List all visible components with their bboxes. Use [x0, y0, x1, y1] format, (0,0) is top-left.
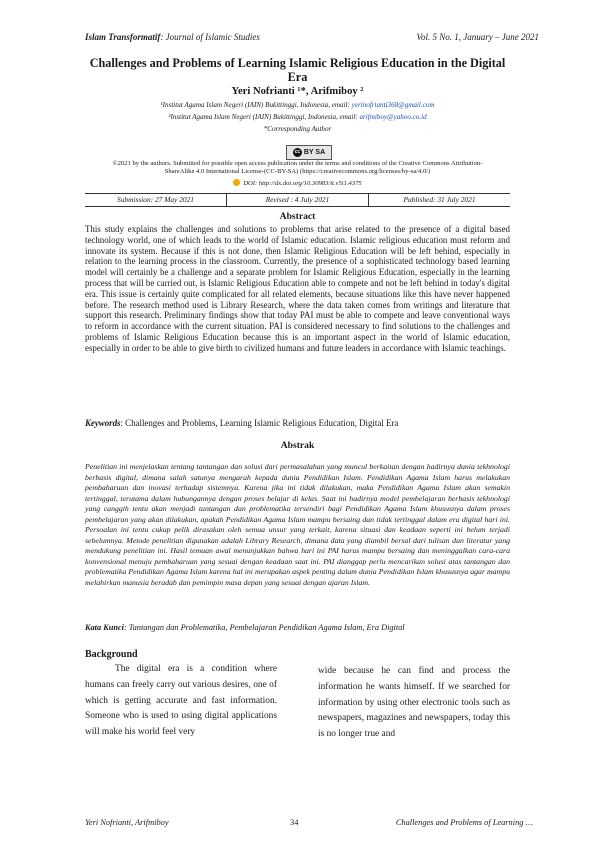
affiliation-text: ²Institut Agama Islam Negeri (IAIN) Bukittinggi, Indonesia, email: — [168, 113, 360, 121]
journal-subtitle: : Journal of Islamic Studies — [160, 32, 260, 42]
footer-authors: Yeri Nofrianti, Arifmiboy — [85, 818, 169, 827]
footer-short-title: Challenges and Problems of Learning … — [395, 818, 533, 827]
paper-title: Challenges and Problems of Learning Islamic Religious Education in the Digital Era — [89, 56, 506, 84]
abstrak-heading: Abstrak — [280, 440, 315, 451]
cc-badge-label: BY SA — [303, 149, 326, 156]
orcid-icon — [233, 179, 240, 186]
revised-date: Revised : 4 July 2021 — [226, 194, 368, 206]
email-link[interactable]: arifmiboy@yahoo.co.id — [359, 113, 427, 121]
affiliation-1 — [60, 101, 535, 110]
kata-kunci-text: : Tantangan dan Problematika, Pembelajaran Pendidikan Agama Islam, Era Digital — [123, 623, 405, 632]
kata-kunci-line — [85, 623, 510, 632]
abstract-heading: Abstract — [279, 211, 316, 222]
cc-license-badge[interactable] — [286, 145, 332, 160]
cc-icon: cc — [294, 149, 301, 155]
abstract-text: This study explains the challenges and solutions to problems that arise related to the presence of a digital based technology world, one of which leads to the world of Islamic education. Islamic religious education must reform and innovate its system. Because if this is not done, then Islamic Religious Education will be left behind, especially in relation to the learning process in the classroom. Currently, the presence of a sophisticated technology based learning model will certainly be a challenge and a separate problem for Islamic Religious Education, especially in the learning process that will be carried out, is Islamic Religious Education able to compete and not be left behind in today's digital era. This issue is certainly quite complicated for all related elements, because situations like this have never happened before. The research method used is Library Research, where the data taken comes from writings and literature that support this research. Preliminary findings show that today PAI must be able to compete and leave conventional ways to reform in accordance with the current situation. PAI is considered necessary to find solutions to the challenges and problems of Islamic Religious Education because this is an important aspect in the world of Islamic education, especially in order to be able to give birth to civilized humans and future leaders in accordance with Islamic teachings. — [85, 224, 510, 353]
corresponding-author-note: *Corresponding Author — [263, 125, 332, 133]
affiliation-2 — [60, 113, 535, 122]
kata-kunci-label: Kata Kunci — [85, 623, 124, 632]
keywords-text: : Challenges and Problems, Learning Islamic Religious Education, Digital Era — [120, 418, 399, 428]
submission-date: Submission: 27 May 2021 — [117, 195, 194, 204]
affiliation-text: ¹Institut Agama Islam Negeri (IAIN) Bukittinggi, Indonesia, email: — [160, 101, 352, 109]
running-header-journal — [85, 32, 260, 42]
body-column-right: wide because he can find and process the information he wants himself. If we searched for information by using other electronic tools such as newspapers, magazines and newspapers, today this is no longer true and — [318, 666, 510, 740]
email-link[interactable]: yerinofrianti368@gmail.com — [351, 101, 435, 109]
keywords-label: Keywords — [85, 418, 121, 428]
doi-line — [100, 179, 495, 187]
author-list: Yeri Nofrianti ¹*, Arifmiboy ² — [231, 86, 364, 97]
background-heading: Background — [85, 649, 138, 660]
submission-dates-box — [85, 193, 510, 207]
page-number: 34 — [290, 818, 299, 827]
body-column-left: The digital era is a condition where humans can freely carry out various desires, one of which is getting accurate and fast information. Someone who is used to using digital applications will make his world feel very — [85, 664, 277, 738]
doi-link[interactable]: DOI: http://dx.doi.org/10.30983/it.v5i1.4375 — [243, 180, 362, 187]
abstrak-text: Penelitian ini menjelaskan tentang tantangan dan solusi dari permasalahan yang muncul berkaitan dengan hadirnya dunia tekhnologi berbasis digital, dimana salah satunya mengarah kepada dunia Pendidikan Islam. Pendidikan Agama Islam harus melakukan pembaharuan dan inovasi terhadap sistemnya. Karena jika ini tidak dilakukan, maka Pendidikan Agama Islam akan semakin tertinggal, terutama dalam hubungannya dengan proses belajar di kelas. Saat ini hadirnya model pembelajaran berbasis tekhnologi yang canggih tentu akan menjadi tantangan dan problematika tersendiri bagi Pendidikan Agama Islam khususnya dalam proses pembelajaran yang akan dilakukan, apakah Pendidikan Agama Islam mampu bersaing dan tidak tertinggal dalam era digital hari ini. Persoalan ini tentu cukup pelik dirasakan oleh semua unsur yang terkait, karena situasi dan keadaan seperti ini belum terjadi sebelumnya. Metode penelitian digunakan adalah Library Research, dimana data yang diambil bersal dari tulisan dan literatur yang mendukung penelitian ini. Hasil temuan awal menunjukkan bahwa hari ini PAI harus mampu bersaing dan meninggalkan cara-cara konvensional menuju pembaharuan yang sesuai dengan keadaan saat ini. PAI dianggap perlu mencarikan solusi atas tantangan dan problematika Pendidikan Agama Islam karena hal ini merupakan aspek penting dalam dunia Pendidikan Islam khususnya agar mampu melahirkan manusia beradab dan pemimpin masa depan yang sesuai dengan ajaran Islam. — [85, 462, 510, 587]
journal-name: Islam Transformatif — [85, 32, 161, 42]
license-statement: ©2021 by the authors. Submitted for possible open access publication under the terms and conditions of the Creative Commons Attribution-ShareAlike 4.0 International License-(CC-BY-SA) (https://creativecommons.org/licenses/by-sa/4.0/) — [112, 160, 483, 176]
keywords-line — [85, 418, 510, 428]
running-header-volume: Vol. 5 No. 1, January – June 2021 — [416, 32, 539, 42]
published-date: Published: 31 July 2021 — [368, 194, 510, 206]
